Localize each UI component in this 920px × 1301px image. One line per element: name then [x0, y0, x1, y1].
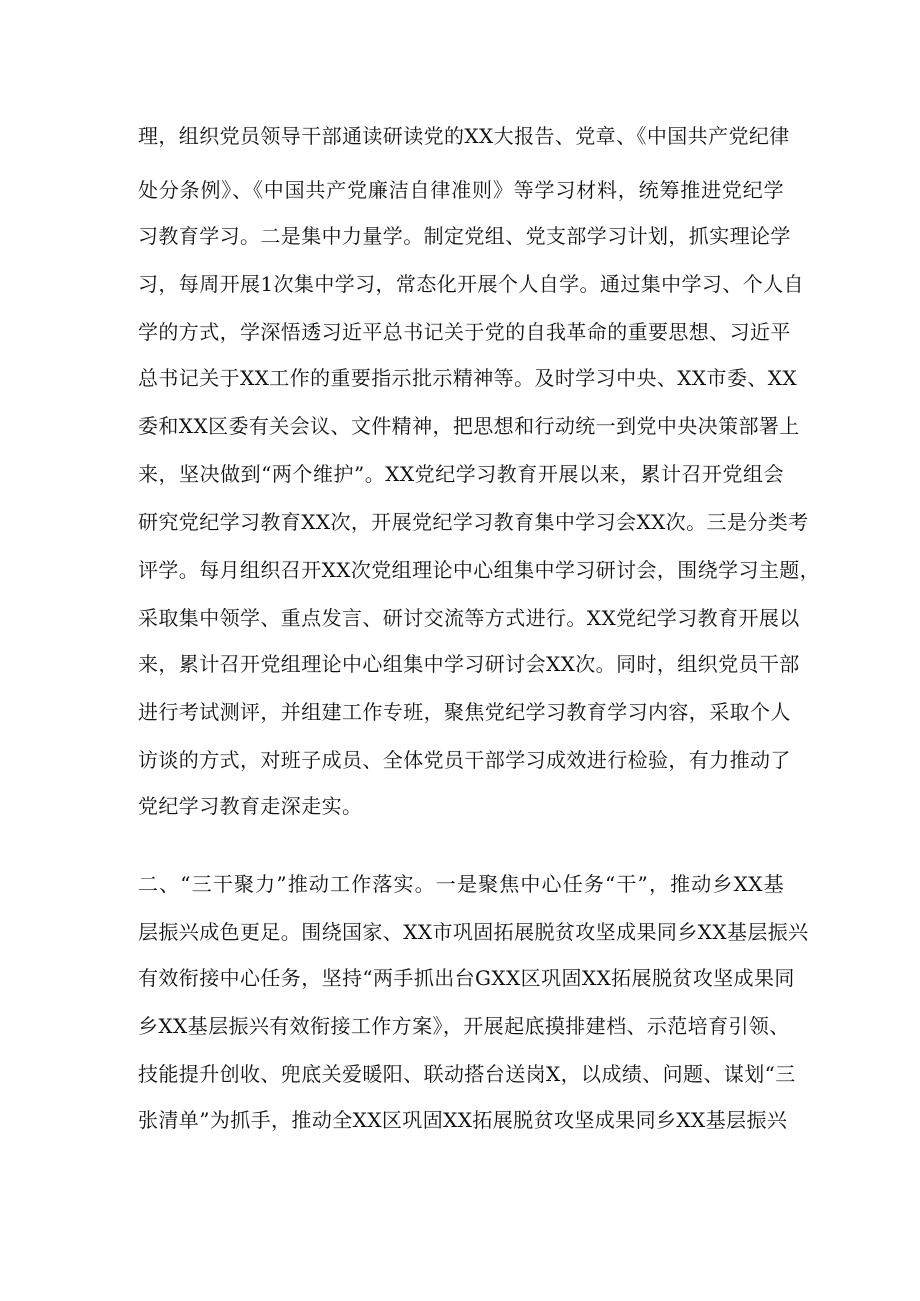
text-line: 处分条例》、《中国共产党廉洁自律准则》等学习材料，统筹推进党纪学: [138, 178, 784, 202]
text-line: 评学。每月组织召开XX次党组理论中心组集中学习研讨会，围绕学习主题，: [138, 558, 821, 582]
text-line: 采取集中领学、重点发言、研讨交流等方式进行。XX党纪学习教育开展以: [138, 606, 800, 630]
text-line: 有效衔接中心任务，坚持“两手抓出台GXX区巩固XX拓展脱贫攻坚成果同: [138, 966, 795, 990]
text-line: 乡XX基层振兴有效衔接工作方案》，开展起底摸排建档、示范培育引领、: [138, 1014, 790, 1038]
text-line: 访谈的方式，对班子成员、全体党员干部学习成效进行检验，有力推动了: [138, 748, 791, 772]
text-line: 进行考试测评，并组建工作专班，聚焦党纪学习教育学习内容，采取个人: [138, 700, 791, 724]
text-line: 委和XX区委有关会议、文件精神，把思想和行动统一到党中央决策部署上: [138, 414, 800, 438]
text-line: 研究党纪学习教育XX次，开展党纪学习教育集中学习会XX次。三是分类考: [138, 510, 809, 534]
text-line: 理，组织党员领导干部通读研读党的XX大报告、党章、《中国共产党纪律: [138, 124, 790, 148]
text-line: 技能提升创收、兜底关爱暖阳、联动搭台送岗X，以成绩、问题、谋划“三: [138, 1062, 796, 1086]
text-line: 习教育学习。二是集中力量学。制定党组、党支部学习计划，抓实理论学: [138, 224, 791, 248]
text-line: 总书记关于XX工作的重要指示批示精神等。及时学习中央、XX市委、XX: [138, 366, 798, 390]
text-line: 党纪学习教育走深走实。: [138, 794, 363, 818]
text-line: 学的方式，学深悟透习近平总书记关于党的自我革命的重要思想、习近平: [138, 320, 791, 344]
text-line: 习，每周开展1次集中学习，常态化开展个人自学。通过集中学习、个人自: [138, 272, 804, 296]
text-line: 层振兴成色更足。围绕国家、XX市巩固拓展脱贫攻坚成果同乡XX基层振兴: [138, 920, 809, 944]
text-line: 来，坚决做到“两个维护”。XX党纪学习教育开展以来，累计召开党组会: [138, 462, 784, 486]
text-line: 来，累计召开党组理论中心组集中学习研讨会XX次。同时，组织党员干部: [138, 652, 800, 676]
text-line: 二、“三干聚力”推动工作落实。一是聚焦中心任务“干”，推动乡XX基: [138, 872, 784, 896]
text-line: 张清单”为抓手，推动全XX区巩固XX拓展脱贫攻坚成果同乡XX基层振兴: [138, 1108, 788, 1132]
